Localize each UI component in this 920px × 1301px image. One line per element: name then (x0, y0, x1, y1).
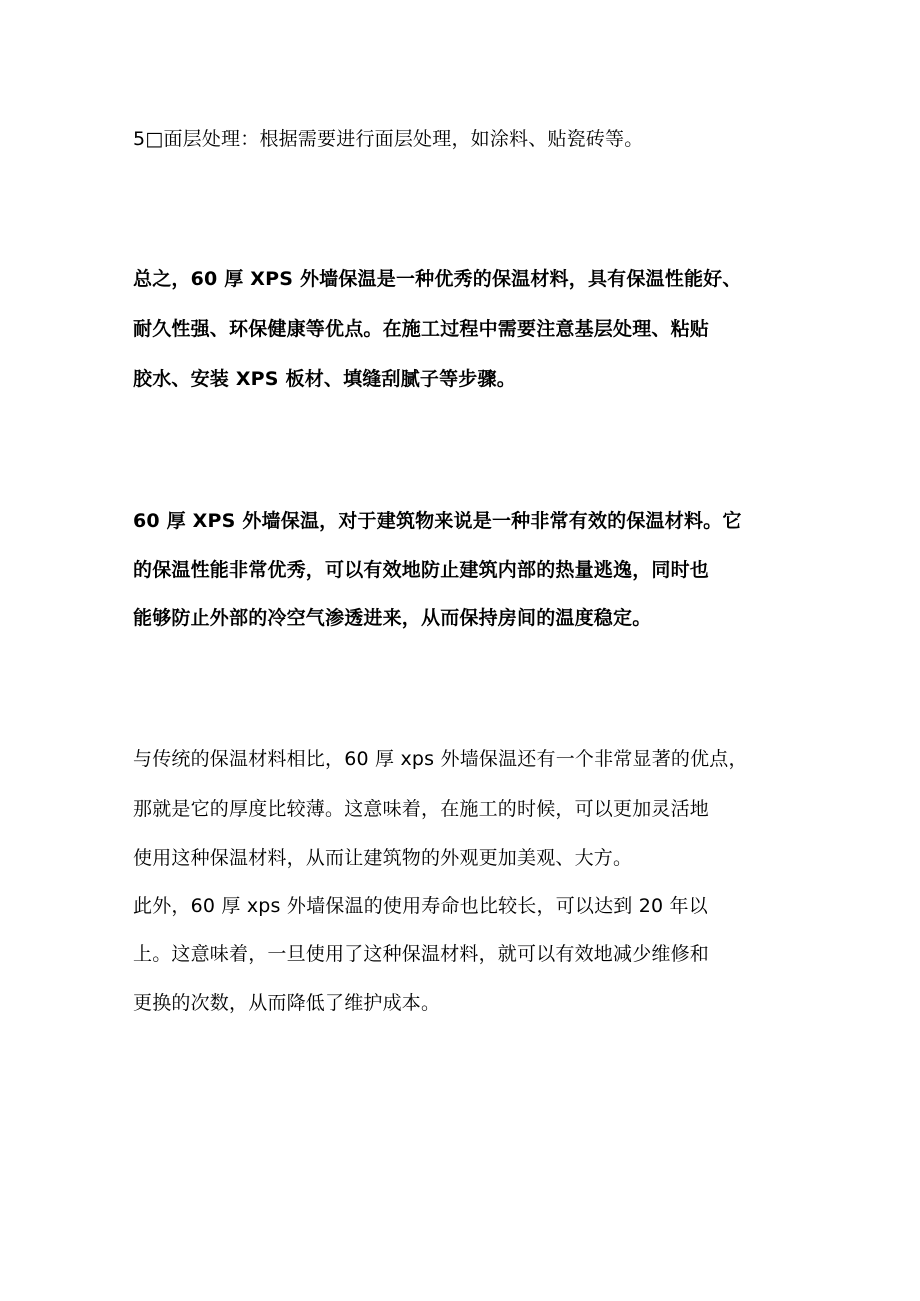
paragraph-line: 的保温性能非常优秀，可以有效地防止建筑内部的热量逃逸，同时也 (133, 559, 710, 581)
paragraph-line: 与传统的保温材料相比，60 厚 xps 外墙保温还有一个非常显著的优点， (133, 748, 748, 770)
paragraph-line: 使用这种保温材料，从而让建筑物的外观更加美观、大方。 (133, 847, 633, 869)
paragraph-line: 60 厚 XPS 外墙保温，对于建筑物来说是一种非常有效的保温材料。它 (133, 510, 742, 532)
paragraph-line: 上。这意味着，一旦使用了这种保温材料，就可以有效地减少维修和 (133, 943, 710, 965)
paragraph-line: 耐久性强、环保健康等优点。在施工过程中需要注意基层处理、粘贴 (133, 318, 710, 340)
paragraph-line: 5□面层处理：根据需要进行面层处理，如涂料、贴瓷砖等。 (133, 128, 644, 150)
paragraph-line: 胶水、安装 XPS 板材、填缝刮腻子等步骤。 (133, 368, 516, 390)
paragraph-line: 能够防止外部的冷空气渗透进来，从而保持房间的温度稳定。 (133, 607, 652, 629)
paragraph-line: 那就是它的厚度比较薄。这意味着，在施工的时候，可以更加灵活地 (133, 798, 710, 820)
paragraph-line: 此外，60 厚 xps 外墙保温的使用寿命也比较长，可以达到 20 年以 (133, 895, 708, 917)
paragraph-line: 更换的次数，从而降低了维护成本。 (133, 992, 441, 1014)
paragraph-line: 总之，60 厚 XPS 外墙保温是一种优秀的保温材料，具有保温性能好、 (133, 268, 742, 290)
